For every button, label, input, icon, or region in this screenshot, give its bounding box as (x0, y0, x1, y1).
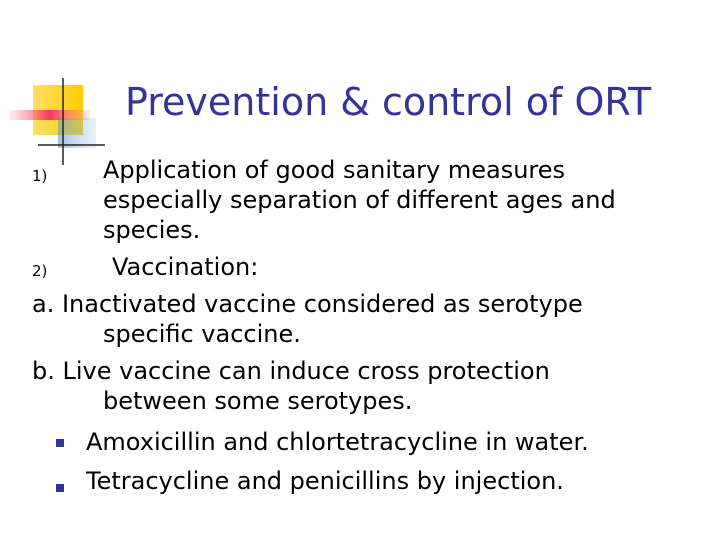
square-bullet-icon (56, 484, 64, 492)
sub-item-a-line-1: a. Inactivated vaccine considered as serotype (32, 290, 583, 318)
list-number-2: 2) (32, 262, 48, 280)
item-1-line-3: species. (103, 216, 201, 244)
item-1-line-2: especially separation of different ages and (103, 186, 616, 214)
sub-item-b-line-2: between some serotypes. (103, 387, 413, 415)
item-2-line: Vaccination: (112, 253, 259, 281)
square-bullet-icon (56, 439, 64, 447)
item-1-line-1: Application of good sanitary measures (103, 156, 566, 184)
slide-title: Prevention & control of ORT (125, 80, 652, 124)
bullet-item-1: Amoxicillin and chlortetracycline in water. (86, 428, 589, 456)
bullet-item-2: Tetracycline and penicillins by injection. (86, 467, 564, 495)
list-number-1: 1) (32, 167, 48, 185)
sub-item-a-line-2: specific vaccine. (103, 320, 301, 348)
sub-item-b-line-1: b. Live vaccine can induce cross protection (32, 357, 550, 385)
